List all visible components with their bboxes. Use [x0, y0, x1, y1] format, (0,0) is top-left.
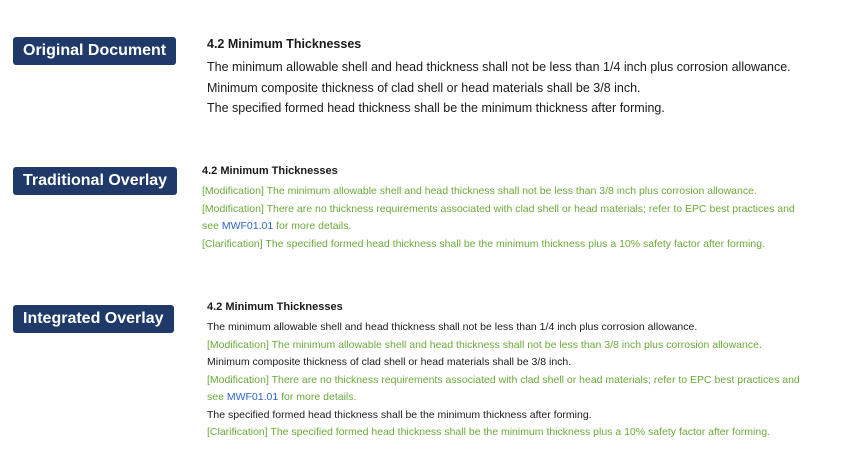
integrated-mwf-link[interactable]: MWF01.01: [226, 391, 279, 403]
traditional-more-details-text: for more details.: [273, 220, 352, 232]
integrated-section-title: 4.2 Minimum Thicknesses: [207, 301, 343, 313]
traditional-modification-1: [Modification] The minimum allowable shell and head thickness shall not be less than 3/8 inch plus corrosion allowance.: [202, 185, 757, 197]
integrated-overlay-section: [207, 301, 800, 442]
traditional-mwf-link[interactable]: MWF01.01: [221, 220, 274, 232]
traditional-clarification: [Clarification] The specified formed head thickness shall be the minimum thickness plus a 10% safety factor after forming.: [202, 237, 765, 250]
traditional-see-text: see: [202, 220, 222, 232]
integrated-modification-2: [Modification] There are no thickness requirements associated with clad shell or head materials; refer to EPC best practices and: [207, 373, 800, 386]
original-document-section: [207, 37, 791, 119]
integrated-original-line-3: The specified formed head thickness shall be the minimum thickness after forming.: [207, 408, 592, 421]
traditional-modification-2: [Modification] There are no thickness requirements associated with clad shell or head materials; refer to EPC best practices and: [202, 202, 795, 215]
integrated-see-text: see: [207, 391, 227, 403]
integrated-overlay-label: Integrated Overlay: [13, 305, 174, 333]
traditional-modification-2-cont: [202, 218, 795, 236]
integrated-original-line-1: The minimum allowable shell and head thickness shall not be less than 1/4 inch plus corrosion allowance.: [207, 321, 698, 333]
traditional-overlay-section: [202, 165, 795, 253]
original-document-label: Original Document: [13, 37, 176, 65]
original-line-3: The specified formed head thickness shall be the minimum thickness after forming.: [207, 101, 665, 115]
integrated-original-line-2: Minimum composite thickness of clad shell or head materials shall be 3/8 inch.: [207, 356, 572, 368]
original-section-title: 4.2 Minimum Thicknesses: [207, 37, 362, 51]
original-line-1: The minimum allowable shell and head thickness shall not be less than 1/4 inch plus corrosion allowance.: [207, 60, 791, 74]
traditional-section-title: 4.2 Minimum Thicknesses: [202, 165, 338, 177]
original-line-2: Minimum composite thickness of clad shell or head materials shall be 3/8 inch.: [207, 80, 641, 95]
integrated-modification-1: [Modification] The minimum allowable shell and head thickness shall not be less than 3/8 inch plus corrosion allowance.: [207, 338, 762, 351]
integrated-modification-2-cont: [207, 389, 800, 407]
integrated-more-details-text: for more details.: [278, 391, 357, 403]
integrated-clarification: [Clarification] The specified formed head thickness shall be the minimum thickness plus a 10% safety factor after forming.: [207, 426, 770, 438]
traditional-overlay-label: Traditional Overlay: [13, 167, 177, 195]
